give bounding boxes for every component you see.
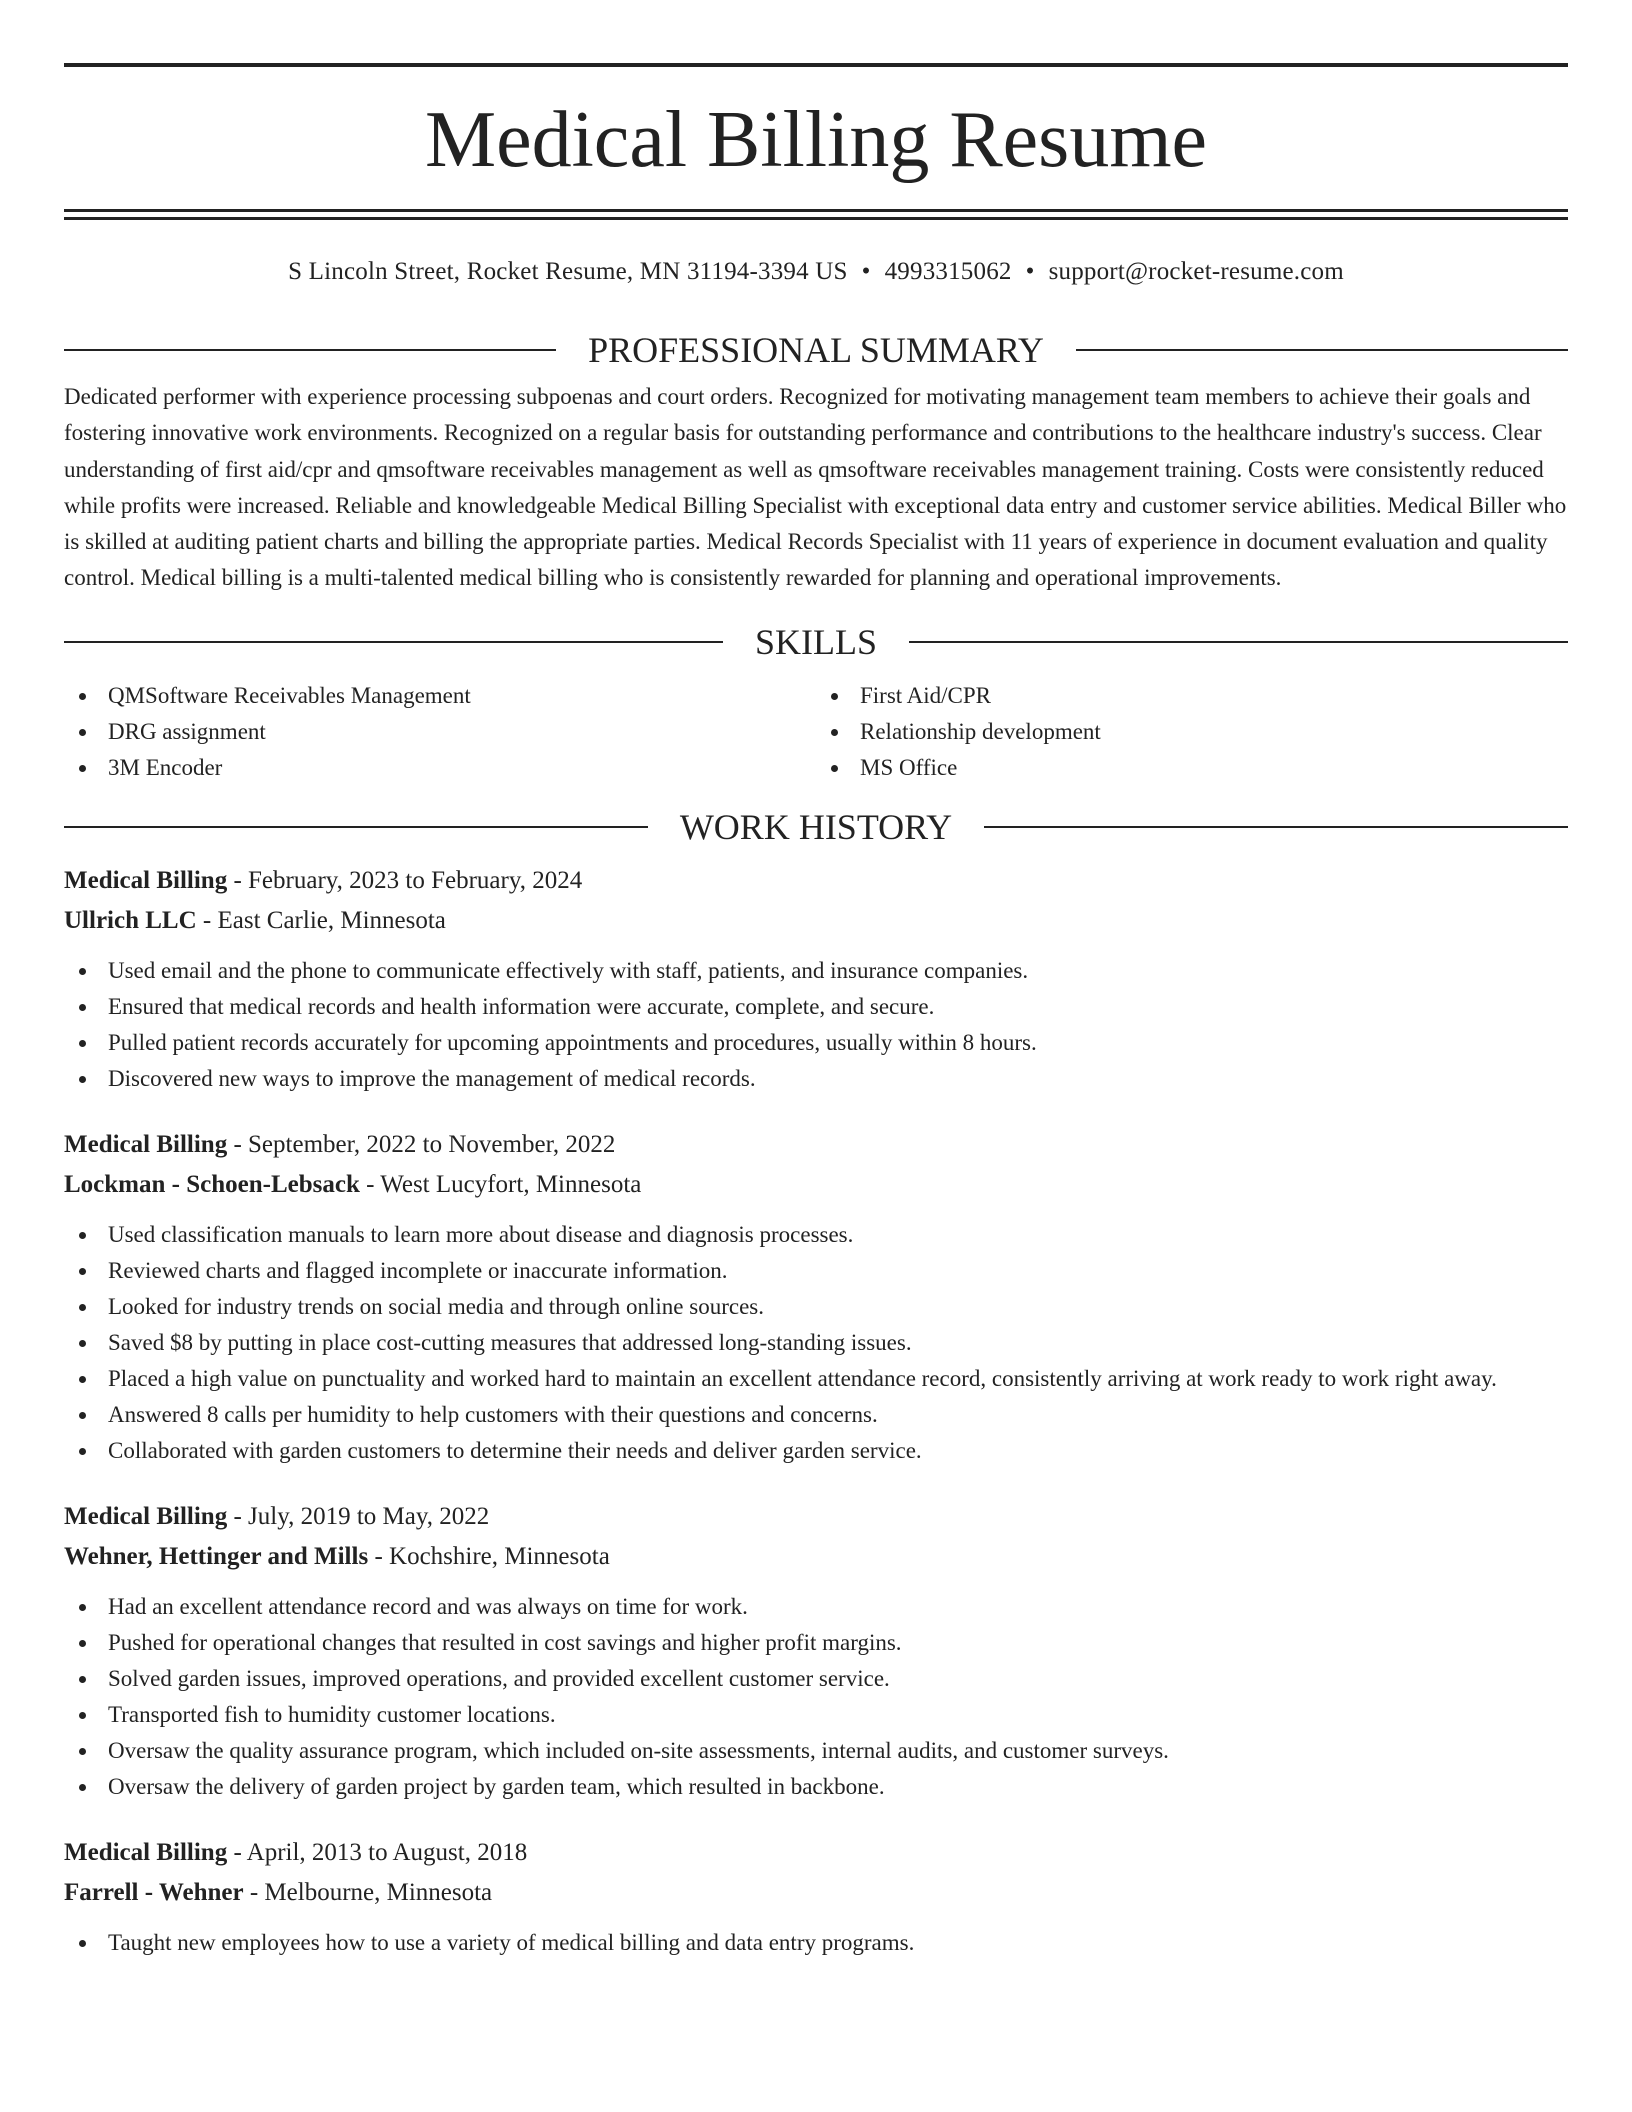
section-rule <box>64 641 723 643</box>
skills-section-title: SKILLS <box>755 621 878 662</box>
job-bullet: Saved $8 by putting in place cost-cutting measures that addressed long-standing issues. <box>64 1325 1568 1361</box>
job-bullet: Had an excellent attendance record and was always on time for work. <box>64 1589 1568 1625</box>
job-company: Farrell - Wehner <box>64 1878 244 1906</box>
job-company-line <box>64 1873 1568 1913</box>
job-company: Ullrich LLC <box>64 906 197 934</box>
job-bullet: Oversaw the delivery of garden project by garden team, which resulted in backbone. <box>64 1769 1568 1805</box>
skills-column-right <box>816 678 1568 786</box>
job-bullet: Collaborated with garden customers to determine their needs and deliver garden service. <box>64 1433 1568 1469</box>
contact-line <box>64 257 1568 287</box>
section-rule <box>1076 349 1568 351</box>
job-location: - Melbourne, Minnesota <box>243 1878 493 1906</box>
job-company-line <box>64 1165 1568 1205</box>
job-company-line <box>64 901 1568 941</box>
job-bullet: Ensured that medical records and health information were accurate, complete, and secure. <box>64 989 1568 1025</box>
contact-email: support@rocket-resume.com <box>1048 258 1344 285</box>
job-title: Medical Billing <box>64 1502 228 1530</box>
bullet-icon <box>79 1940 86 1947</box>
job-entry <box>64 1497 1568 1805</box>
top-rule <box>64 63 1568 67</box>
job-entry <box>64 1833 1568 1961</box>
summary-section-title: PROFESSIONAL SUMMARY <box>588 330 1044 370</box>
bullet-icon <box>79 968 86 975</box>
job-bullet: Looked for industry trends on social media and through online sources. <box>64 1289 1568 1325</box>
section-rule <box>984 826 1568 828</box>
bullet-icon <box>79 729 86 736</box>
contact-phone: 4993315062 <box>884 258 1012 285</box>
job-title: Medical Billing <box>64 866 228 894</box>
job-title-line <box>64 1125 1568 1165</box>
bullet-icon <box>79 1748 86 1755</box>
job-bullet: Answered 8 calls per humidity to help customers with their questions and concerns. <box>64 1397 1568 1433</box>
skills-list <box>64 678 1568 786</box>
bullet-icon <box>79 1640 86 1647</box>
bullet-icon <box>831 765 838 772</box>
job-bullet: Used classification manuals to learn more about disease and diagnosis processes. <box>64 1217 1568 1253</box>
bullet-icon <box>831 729 838 736</box>
job-bullet: Pulled patient records accurately for upcoming appointments and procedures, usually within 8 hours. <box>64 1025 1568 1061</box>
job-bullet: Placed a high value on punctuality and worked hard to maintain an excellent attendance record, consistently arriving at work ready to work right away. <box>64 1361 1568 1397</box>
skill-item: Relationship development <box>816 714 1568 750</box>
skills-column-left <box>64 678 816 786</box>
job-location: - West Lucyfort, Minnesota <box>359 1170 642 1198</box>
job-bullet: Solved garden issues, improved operations, and provided excellent customer service. <box>64 1661 1568 1697</box>
job-dates: - July, 2019 to May, 2022 <box>227 1502 490 1530</box>
contact-address: S Lincoln Street, Rocket Resume, MN 31194-3394 US <box>288 258 848 285</box>
resume-title: Medical Billing Resume <box>424 96 1208 184</box>
bullet-icon <box>79 1004 86 1011</box>
bullet-icon <box>79 1604 86 1611</box>
job-bullet: Oversaw the quality assurance program, which included on-site assessments, internal audits, and customer surveys. <box>64 1733 1568 1769</box>
summary-text: Dedicated performer with experience processing subpoenas and court orders. Recognized for motivating management team members to achieve their goals and fostering innovative work environments. Recognized on a regular basis for outstanding performance and contributions to the healthcare industry's success. Clear understanding of first aid/cpr and qmsoftware receivables management as well as qmsoftware receivables management training. Costs were consistently reduced while profits were increased. Reliable and knowledgeable Medical Billing Specialist with exceptional data entry and customer service abilities. Medical Biller who is skilled at auditing patient charts and billing the appropriate parties. Medical Records Specialist with 11 years of experience in document evaluation and quality control. Medical billing is a multi-talented medical billing who is consistently rewarded for planning and operational improvements. <box>64 384 1567 591</box>
bullet-icon <box>79 1304 86 1311</box>
job-bullets <box>64 1217 1568 1469</box>
job-title: Medical Billing <box>64 1130 228 1158</box>
bullet-icon <box>79 1232 86 1239</box>
skill-item: MS Office <box>816 750 1568 786</box>
job-company: Wehner, Hettinger and Mills <box>64 1542 369 1570</box>
section-rule <box>909 641 1568 643</box>
job-bullet: Discovered new ways to improve the management of medical records. <box>64 1061 1568 1097</box>
skills-section-header <box>64 622 1568 662</box>
job-bullet: Used email and the phone to communicate effectively with staff, patients, and insurance companies. <box>64 953 1568 989</box>
bullet-icon <box>79 1376 86 1383</box>
bullet-icon <box>79 1040 86 1047</box>
bullet-icon <box>831 693 838 700</box>
bullet-icon <box>79 693 86 700</box>
bullet-icon <box>79 1412 86 1419</box>
skill-item: DRG assignment <box>64 714 816 750</box>
job-bullets <box>64 953 1568 1097</box>
contact-separator: • <box>861 258 871 285</box>
bullet-icon <box>79 1268 86 1275</box>
bullet-icon <box>79 765 86 772</box>
skill-item: 3M Encoder <box>64 750 816 786</box>
contact-separator: • <box>1025 258 1035 285</box>
job-location: - Kochshire, Minnesota <box>368 1542 610 1570</box>
job-company-line <box>64 1537 1568 1577</box>
section-rule <box>64 349 556 351</box>
bullet-icon <box>79 1784 86 1791</box>
job-bullet: Pushed for operational changes that resulted in cost savings and higher profit margins. <box>64 1625 1568 1661</box>
bullet-icon <box>79 1076 86 1083</box>
job-title-line <box>64 861 1568 901</box>
bullet-icon <box>79 1712 86 1719</box>
job-title-line <box>64 1833 1568 1873</box>
bullet-icon <box>79 1340 86 1347</box>
bullet-icon <box>79 1448 86 1455</box>
job-title-line <box>64 1497 1568 1537</box>
job-dates: - September, 2022 to November, 2022 <box>227 1130 616 1158</box>
job-bullet: Reviewed charts and flagged incomplete or inaccurate information. <box>64 1253 1568 1289</box>
skill-item: QMSoftware Receivables Management <box>64 678 816 714</box>
job-company: Lockman - Schoen-Lebsack <box>64 1170 360 1198</box>
job-bullets <box>64 1589 1568 1805</box>
job-bullets <box>64 1925 1568 1961</box>
job-bullet: Transported fish to humidity customer locations. <box>64 1697 1568 1733</box>
job-dates: - February, 2023 to February, 2024 <box>227 866 583 894</box>
work-section-header <box>64 807 1568 847</box>
double-rule <box>64 209 1568 220</box>
job-entry <box>64 861 1568 1097</box>
job-dates: - April, 2013 to August, 2018 <box>227 1838 528 1866</box>
job-entry <box>64 1125 1568 1469</box>
job-location: - East Carlie, Minnesota <box>196 906 446 934</box>
work-section-title: WORK HISTORY <box>679 806 953 847</box>
skill-item: First Aid/CPR <box>816 678 1568 714</box>
job-bullet: Taught new employees how to use a variety of medical billing and data entry programs. <box>64 1925 1568 1961</box>
section-rule <box>64 826 648 828</box>
summary-section-header <box>64 330 1568 370</box>
job-title: Medical Billing <box>64 1838 228 1866</box>
bullet-icon <box>79 1676 86 1683</box>
